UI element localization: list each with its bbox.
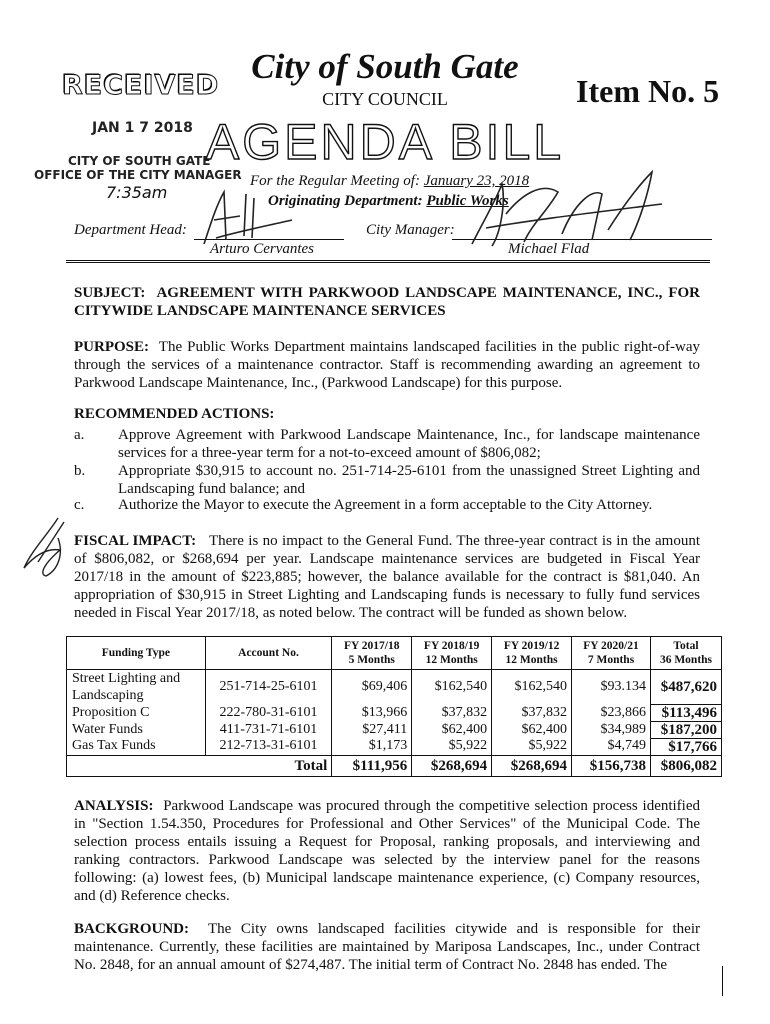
department-head-name: Arturo Cervantes: [210, 241, 315, 257]
table-row: [67, 670, 722, 705]
purpose-label: PURPOSE:: [74, 339, 149, 355]
table-row: [67, 704, 722, 721]
column-header: Account No.: [205, 637, 332, 670]
department-head-signature: [196, 186, 306, 250]
recommended-action: [74, 496, 700, 514]
total-fy-2018-19: $268,694: [412, 755, 492, 776]
received-stamp-city: CITY OF SOUTH GATE: [68, 154, 211, 168]
funding-type: Street Lighting and Landscaping: [67, 670, 206, 705]
table-row: [67, 721, 722, 738]
fy-2018-19: $37,832: [412, 704, 492, 721]
row-total: $487,620: [650, 670, 721, 705]
fiscal-impact-label: FISCAL IMPACT:: [74, 533, 197, 549]
fy-2017-18: $27,411: [332, 721, 412, 738]
fy-2020-21: $34,989: [572, 721, 651, 738]
account-no: 411-731-71-6101: [205, 721, 332, 738]
subject-text: AGREEMENT WITH PARKWOOD LANDSCAPE MAINTENANCE, INC., FOR CITYWIDE LANDSCAPE MAINTENANCE SERVICES: [74, 285, 700, 319]
fy-2019-12: $162,540: [492, 670, 572, 705]
city-manager-signature: [462, 164, 678, 256]
city-council-label: CITY COUNCIL: [322, 89, 448, 109]
table-total-row: [67, 755, 722, 776]
row-total: $113,496: [650, 704, 721, 721]
fy-2018-19: $62,400: [412, 721, 492, 738]
background-label: BACKGROUND:: [74, 921, 189, 937]
recommended-action: [74, 462, 700, 498]
fy-2019-12: $37,832: [492, 704, 572, 721]
originating-department: Public Works: [426, 193, 509, 209]
header-divider: [66, 260, 710, 263]
subject: [74, 284, 700, 320]
analysis: [74, 797, 700, 905]
city-title: City of South Gate: [251, 47, 519, 86]
action-text: Approve Agreement with Parkwood Landscape Maintenance, Inc., for landscape maintenance services for a three-year term for a not-to-exceed amount of $806,082;: [118, 427, 700, 461]
column-header: Funding Type: [67, 637, 206, 670]
city-manager-name: Michael Flad: [508, 241, 590, 257]
originating-department-label: Originating Department:: [268, 193, 423, 209]
fy-2019-12: $62,400: [492, 721, 572, 738]
background-text: The City owns landscaped facilities citywide and is responsible for their maintenance. Currently, these facilities are maintained by Mariposa Landscapes, Inc., under Contract No. 2848, for an annual amount of $274,487. The initial term of Contract No. 2848 has ended. The: [74, 921, 700, 973]
funding-type: Gas Tax Funds: [67, 738, 206, 755]
row-total: $17,766: [650, 738, 721, 755]
recommended-action: [74, 426, 700, 462]
total-label: Total: [205, 755, 332, 776]
account-no: 212-713-31-6101: [205, 738, 332, 755]
funding-table: [66, 636, 722, 777]
column-header: Total 36 Months: [650, 637, 721, 670]
total-fy-2017-18: $111,956: [332, 755, 412, 776]
received-stamp-time: 7:35am: [106, 183, 168, 202]
department-head-label: Department Head:: [74, 222, 187, 238]
purpose-text: The Public Works Department maintains landscaped facilities in the public right-of-way through the services of a maintenance contractor. Staff is recommending awarding an agreement to Parkwood Landscape Maintenance, Inc., (Parkwood Landscape) for this purpose.: [74, 339, 700, 391]
fiscal-impact-text: There is no impact to the General Fund. The three-year contract is in the amount of $806,082, or $268,694 per year. Landscape maintenance services are budgeted in Fiscal Year 2017/18 in the amount of $223,885; however, the balance available for the contract is $81,040. An appropriation of $30,915 in Street Lighting and Landscaping funds is necessary to fully fund services needed in Fiscal Year 2017/18, as noted below. The contract will be funded as shown below.: [74, 533, 700, 621]
fy-2017-18: $1,173: [332, 738, 412, 755]
fy-2020-21: $23,866: [572, 704, 651, 721]
city-manager-label: City Manager:: [366, 222, 455, 238]
margin-mark: [722, 966, 723, 996]
received-stamp: RECEIVED: [62, 70, 220, 101]
grand-total: $806,082: [650, 755, 721, 776]
column-header: FY 2017/18 5 Months: [332, 637, 412, 670]
action-text: Authorize the Mayor to execute the Agreement in a form acceptable to the City Attorney.: [118, 497, 653, 513]
fy-2020-21: $4,749: [572, 738, 651, 755]
fy-2018-19: $162,540: [412, 670, 492, 705]
funding-type: Proposition C: [67, 704, 206, 721]
fy-2020-21: $93.134: [572, 670, 651, 705]
column-header: FY 2018/19 12 Months: [412, 637, 492, 670]
account-no: 222-780-31-6101: [205, 704, 332, 721]
background: [74, 920, 700, 974]
row-total: $187,200: [650, 721, 721, 738]
analysis-text: Parkwood Landscape was procured through the competitive selection process identified in "Section 1.54.350, Procedures for Professional and Other Services" of the Municipal Code. The selection process entails issuing a Request for Proposal, ranking proposals, and interviewing and ranking contractors. Parkwood Landscape was selected by the interview panel for the reasons following: (a) lowest fees, (b) Municipal landscape maintenance experience, (c) Company resources, and (d) Reference checks.: [74, 798, 701, 904]
initials-signature: [18, 514, 78, 580]
total-blank-cell: [67, 755, 206, 776]
fy-2018-19: $5,922: [412, 738, 492, 755]
action-letter: c.: [74, 497, 85, 513]
meeting-date: January 23, 2018: [423, 173, 530, 189]
funding-type: Water Funds: [67, 721, 206, 738]
subject-label: SUBJECT:: [74, 285, 146, 301]
account-no: 251-714-25-6101: [205, 670, 332, 705]
purpose: [74, 338, 700, 392]
meeting-label: For the Regular Meeting of:: [250, 173, 420, 189]
total-fy-2019-12: $268,694: [492, 755, 572, 776]
fy-2017-18: $13,966: [332, 704, 412, 721]
analysis-label: ANALYSIS:: [74, 798, 154, 814]
column-header: FY 2020/21 7 Months: [572, 637, 651, 670]
table-row: [67, 738, 722, 755]
fy-2017-18: $69,406: [332, 670, 412, 705]
recommended-actions-heading: RECOMMENDED ACTIONS:: [74, 406, 275, 422]
action-letter: a.: [74, 427, 85, 443]
fiscal-impact: [74, 532, 700, 622]
total-fy-2020-21: $156,738: [572, 755, 651, 776]
agenda-bill-title: AGENDA BILL: [205, 114, 565, 170]
received-stamp-office: OFFICE OF THE CITY MANAGER: [34, 168, 242, 182]
received-stamp-date: JAN 1 7 2018: [92, 120, 193, 136]
fy-2019-12: $5,922: [492, 738, 572, 755]
item-number: Item No. 5: [576, 73, 720, 109]
column-header: FY 2019/12 12 Months: [492, 637, 572, 670]
table-header-row: [67, 637, 722, 670]
action-letter: b.: [74, 463, 86, 479]
action-text: Appropriate $30,915 to account no. 251-714-25-6101 from the unassigned Street Lighting and Landscaping fund balance; and: [118, 463, 700, 497]
